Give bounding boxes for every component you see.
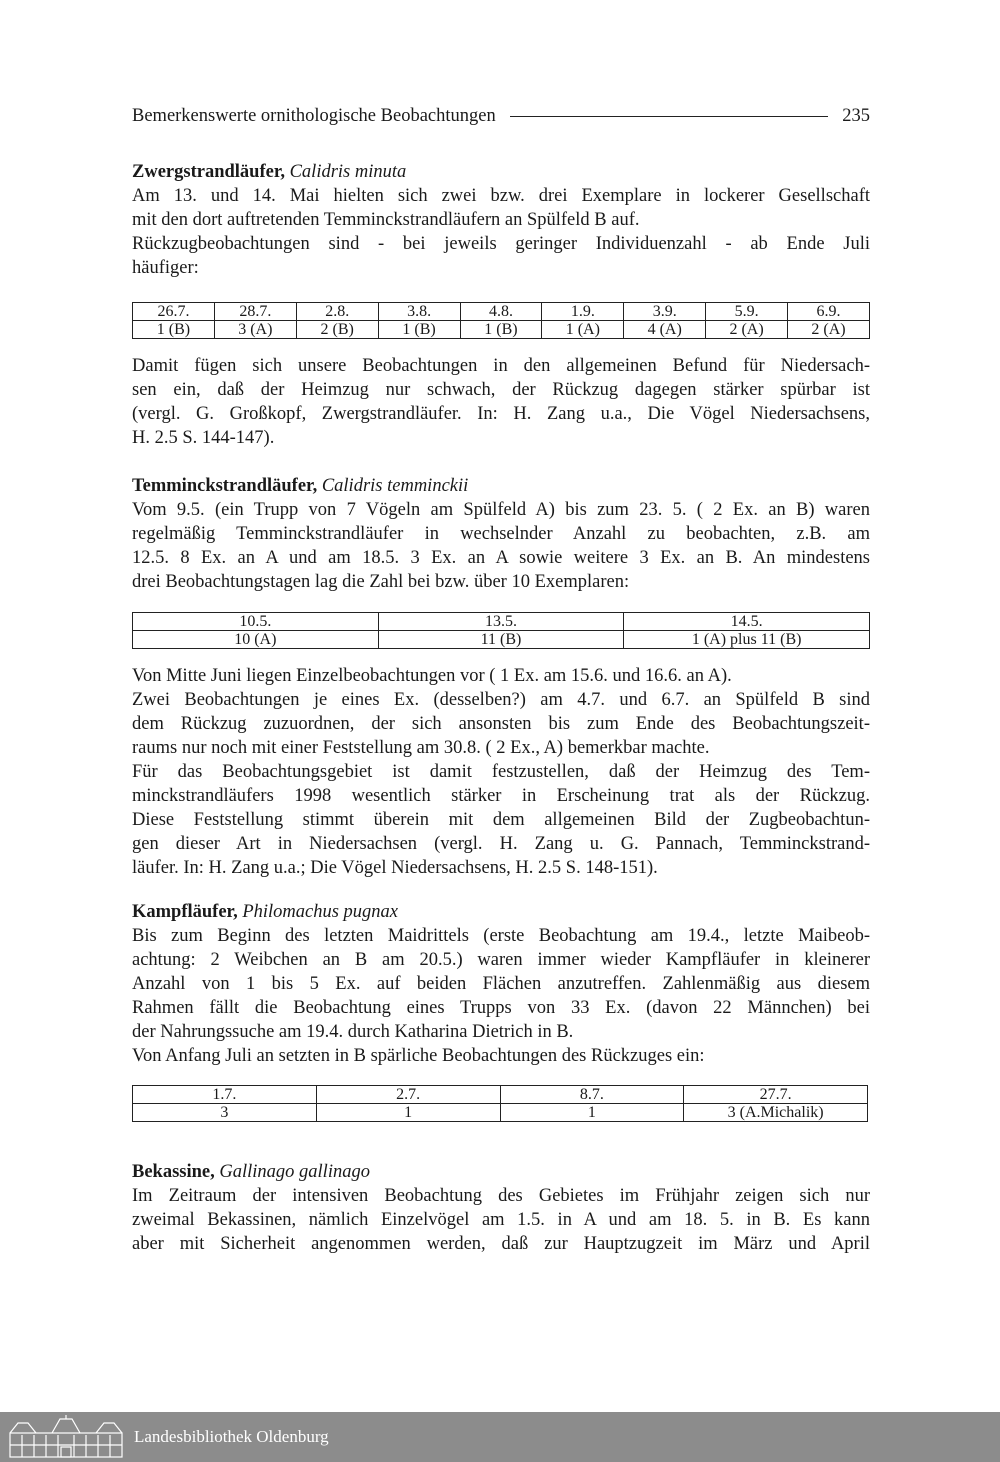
paragraph	[132, 924, 870, 1068]
date-cell: 14.5.	[624, 613, 870, 631]
count-cell: 1 (A) plus 11 (B)	[624, 631, 870, 649]
header-rule	[510, 116, 829, 117]
species-latin-name: Calidris minuta	[289, 162, 407, 182]
text-line: raums nur noch mit einer Feststellung am 30.8. ( 2 Ex., A) bemerkbar machte.	[132, 738, 710, 758]
text-line: Vom 9.5. (ein Trupp von 7 Vögeln am Spülfeld A) bis zum 23. 5. ( 2 Ex. an B) waren	[132, 500, 870, 520]
text-line: Bis zum Beginn des letzten Maidrittels (erste Beobachtung am 19.4., letzte Maibeob-	[132, 926, 870, 946]
text-line: Damit fügen sich unsere Beobachtungen in den allgemeinen Befund für Niedersach-	[132, 356, 870, 376]
observation-table	[132, 612, 870, 649]
species-heading	[132, 900, 870, 924]
text-line: läufer. In: H. Zang u.a.; Die Vögel Niedersachsens, H. 2.5 S. 148-151).	[132, 858, 658, 878]
date-cell: 1.7.	[133, 1086, 317, 1104]
text-line: zweimal Bekassinen, nämlich Einzelvögel am 1.5. in A und am 18. 5. in B. Es kann	[132, 1210, 870, 1230]
species-heading	[132, 160, 870, 184]
text-line: gen dieser Art in Niedersachsen (vergl. H. Zang u. G. Pannach, Temminckstrand-	[132, 834, 870, 854]
section-zwergstrandlaeufer	[132, 160, 870, 448]
count-cell: 1 (A)	[542, 321, 624, 339]
text-line: Am 13. und 14. Mai hielten sich zwei bzw. drei Exemplare in lockerer Gesellschaft	[132, 186, 870, 206]
date-cell: 10.5.	[133, 613, 379, 631]
species-latin-name: Philomachus pugnax	[242, 902, 399, 922]
species-latin-name: Gallinago gallinago	[219, 1162, 370, 1182]
date-cell: 8.7.	[500, 1086, 684, 1104]
table-row-counts	[133, 321, 870, 339]
text-line: Anzahl von 1 bis 5 Ex. auf beiden Flächen anzutreffen. Zahlenmäßig aus diesem	[132, 974, 870, 994]
text-line: Rahmen fällt die Beobachtung eines Trupps von 33 Ex. (davon 22 Männchen) bei	[132, 998, 870, 1018]
section-bekassine	[132, 1160, 870, 1256]
date-cell: 26.7.	[133, 303, 215, 321]
date-cell: 2.8.	[296, 303, 378, 321]
text-line: 12.5. 8 Ex. an A und am 18.5. 3 Ex. an A sowie weitere 3 Ex. an B. An mindestens	[132, 548, 870, 568]
paragraph	[132, 664, 870, 880]
paragraph	[132, 354, 870, 450]
section-temminckstrandlaeufer	[132, 474, 870, 878]
count-cell: 1	[316, 1104, 500, 1122]
date-cell: 5.9.	[706, 303, 788, 321]
species-common-name: Kampfläufer,	[132, 902, 238, 922]
paragraph	[132, 1184, 870, 1256]
text-line: aber mit Sicherheit angenommen werden, daß zur Hauptzugzeit im März und April	[132, 1234, 870, 1254]
count-cell: 1	[500, 1104, 684, 1122]
date-cell: 13.5.	[378, 613, 624, 631]
text-line: drei Beobachtungstagen lag die Zahl bei bzw. über 10 Exemplaren:	[132, 572, 630, 592]
table-row-dates	[133, 613, 870, 631]
observation-table	[132, 302, 870, 339]
species-heading	[132, 474, 870, 498]
count-cell: 1 (B)	[133, 321, 215, 339]
library-building-icon	[8, 1415, 124, 1459]
library-footer-bar	[0, 1412, 1000, 1462]
section-kampflaeufer	[132, 900, 870, 1121]
date-cell: 2.7.	[316, 1086, 500, 1104]
count-cell: 1 (B)	[378, 321, 460, 339]
text-line: der Nahrungssuche am 19.4. durch Katharina Dietrich in B.	[132, 1022, 574, 1042]
date-cell: 3.9.	[624, 303, 706, 321]
text-line: achtung: 2 Weibchen an B am 20.5.) waren immer wieder Kampfläufer in kleinerer	[132, 950, 870, 970]
text-line: (vergl. G. Großkopf, Zwergstrandläufer. In: H. Zang u.a., Die Vögel Niedersachsens,	[132, 404, 870, 424]
species-heading	[132, 1160, 870, 1184]
date-cell: 4.8.	[460, 303, 542, 321]
count-cell: 2 (A)	[788, 321, 870, 339]
text-line: Von Anfang Juli an setzten in B spärliche Beobachtungen des Rückzuges ein:	[132, 1046, 705, 1066]
text-line: Im Zeitraum der intensiven Beobachtung des Gebietes im Frühjahr zeigen sich nur	[132, 1186, 870, 1206]
text-line: häufiger:	[132, 258, 199, 278]
table-row-dates	[133, 1086, 868, 1104]
text-line: sen ein, daß der Heimzug nur schwach, der Rückzug dagegen stärker spürbar ist	[132, 380, 870, 400]
date-cell: 1.9.	[542, 303, 624, 321]
species-common-name: Bekassine,	[132, 1162, 215, 1182]
table-row-counts	[133, 1104, 868, 1122]
date-cell: 3.8.	[378, 303, 460, 321]
count-cell: 1 (B)	[460, 321, 542, 339]
library-name: Landesbibliothek Oldenburg	[134, 1427, 329, 1446]
date-cell: 6.9.	[788, 303, 870, 321]
text-line: regelmäßig Temminckstrandläufer in wechselnder Anzahl zu beobachten, z.B. am	[132, 524, 870, 544]
text-line: Zwei Beobachtungen je eines Ex. (desselben?) am 4.7. und 6.7. an Spülfeld B sind	[132, 690, 870, 710]
table-row-counts	[133, 631, 870, 649]
text-line: Rückzugbeobachtungen sind - bei jeweils geringer Individuenzahl - ab Ende Juli	[132, 234, 870, 254]
count-cell: 2 (B)	[296, 321, 378, 339]
paragraph	[132, 498, 870, 594]
count-cell: 3 (A.Michalik)	[684, 1104, 868, 1122]
running-header	[132, 102, 870, 130]
text-line: dem Rückzug zuzuordnen, der sich ansonsten bis zum Ende des Beobachtungszeit-	[132, 714, 870, 734]
running-title: Bemerkenswerte ornithologische Beobachtungen	[132, 105, 496, 126]
paragraph	[132, 184, 870, 280]
species-common-name: Temminckstrandläufer,	[132, 476, 318, 496]
text-line: minckstrandläufers 1998 wesentlich stärker in Erscheinung trat als der Rückzug.	[132, 786, 870, 806]
table-row-dates	[133, 303, 870, 321]
text-line: H. 2.5 S. 144-147).	[132, 428, 275, 448]
text-line: mit den dort auftretenden Temminckstrandläufern an Spülfeld B auf.	[132, 210, 640, 230]
page-number: 235	[842, 105, 870, 126]
date-cell: 27.7.	[684, 1086, 868, 1104]
count-cell: 3 (A)	[214, 321, 296, 339]
text-line: Für das Beobachtungsgebiet ist damit festzustellen, daß der Heimzug des Tem-	[132, 762, 870, 782]
observation-table	[132, 1085, 868, 1122]
count-cell: 10 (A)	[133, 631, 379, 649]
count-cell: 3	[133, 1104, 317, 1122]
species-latin-name: Calidris temminckii	[321, 476, 469, 496]
count-cell: 4 (A)	[624, 321, 706, 339]
species-common-name: Zwergstrandläufer,	[132, 162, 285, 182]
text-line: Diese Feststellung stimmt überein mit dem allgemeinen Bild der Zugbeobachtun-	[132, 810, 870, 830]
count-cell: 11 (B)	[378, 631, 624, 649]
text-line: Von Mitte Juni liegen Einzelbeobachtungen vor ( 1 Ex. am 15.6. und 16.6. an A).	[132, 666, 732, 686]
count-cell: 2 (A)	[706, 321, 788, 339]
date-cell: 28.7.	[214, 303, 296, 321]
